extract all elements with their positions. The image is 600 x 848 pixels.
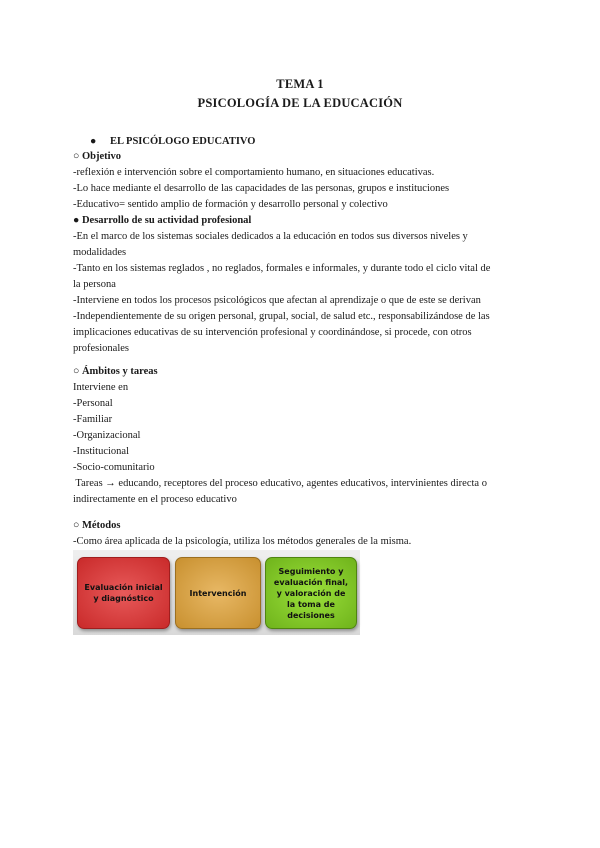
text-line: la persona: [73, 279, 116, 290]
text-line: -Educativo= sentido amplio de formación y desarrollo personal y colectivo: [73, 199, 388, 210]
text-line: -Interviene en todos los procesos psicológicos que afectan al aprendizaje o que de este se derivan: [73, 295, 481, 306]
diagram-box-label: Evaluación inicial: [84, 583, 163, 592]
text-line: Tareas → educando, receptores del proceso educativo, agentes educativos, intervinientes directa o: [73, 478, 487, 489]
diagram-box-label: Intervención: [189, 588, 247, 598]
text-line: Interviene en: [73, 382, 129, 393]
objetivo-block: [73, 149, 533, 357]
diagram-box-label: decisiones: [287, 610, 335, 620]
text-line: -Socio-comunitario: [73, 462, 155, 473]
page-subtitle: PSICOLOGÍA DE LA EDUCACIÓN: [197, 96, 403, 110]
section-heading: [90, 136, 255, 147]
text-line: -Como área aplicada de la psicología, utiliza los métodos generales de la misma.: [73, 536, 412, 547]
text-line: -Familiar: [73, 414, 113, 425]
subheading-objetivo: ○ Objetivo: [73, 151, 122, 162]
text-line: profesionales: [73, 343, 129, 354]
subheading-desarrollo: ● Desarrollo de su actividad profesional: [73, 215, 252, 226]
text-line: -Lo hace mediante el desarrollo de las capacidades de las personas, grupos e instituciones: [73, 183, 450, 194]
process-diagram: [73, 550, 360, 635]
text-line: -Organizacional: [73, 430, 141, 441]
diagram-box-label: y valoración de: [276, 588, 346, 598]
bullet-icon: ●: [90, 136, 97, 147]
text-line: -En el marco de los sistemas sociales dedicados a la educación en todos sus diversos niveles y: [73, 231, 468, 242]
text-line: -Tanto en los sistemas reglados , no reglados, formales e informales, y durante todo el ciclo vital de: [73, 263, 491, 274]
diagram-box-intervencion: [175, 557, 261, 629]
subheading-ambitos: ○ Ámbitos y tareas: [73, 366, 158, 377]
diagram-box-label: y diagnóstico: [93, 594, 154, 603]
diagram-box-evaluacion: [77, 557, 170, 629]
text-line: modalidades: [73, 247, 127, 258]
diagram-box-seguimiento: [265, 557, 357, 629]
text-line: indirectamente en el proceso educativo: [73, 494, 237, 505]
text-line: -Independientemente de su origen personal, grupal, social, de salud etc., responsabilizándose de las: [73, 311, 490, 322]
diagram-box-label: evaluación final,: [273, 577, 349, 587]
ambitos-block: [73, 364, 533, 508]
subheading-metodos: ○ Métodos: [73, 520, 121, 531]
text-line: -reflexión e intervención sobre el comportamiento humano, en situaciones educativas.: [73, 167, 435, 178]
diagram-box-label: Seguimiento y: [278, 566, 344, 576]
section-heading-text: EL PSICÓLOGO EDUCATIVO: [110, 136, 256, 147]
page-title: TEMA 1: [276, 77, 324, 91]
text-line: -Institucional: [73, 446, 129, 457]
text-line: implicaciones educativas de su intervención profesional y coordinándose, si procede, con otros: [73, 327, 472, 338]
text-line: -Personal: [73, 398, 113, 409]
metodos-block: [73, 518, 533, 550]
diagram-box-label: la toma de: [287, 599, 335, 609]
